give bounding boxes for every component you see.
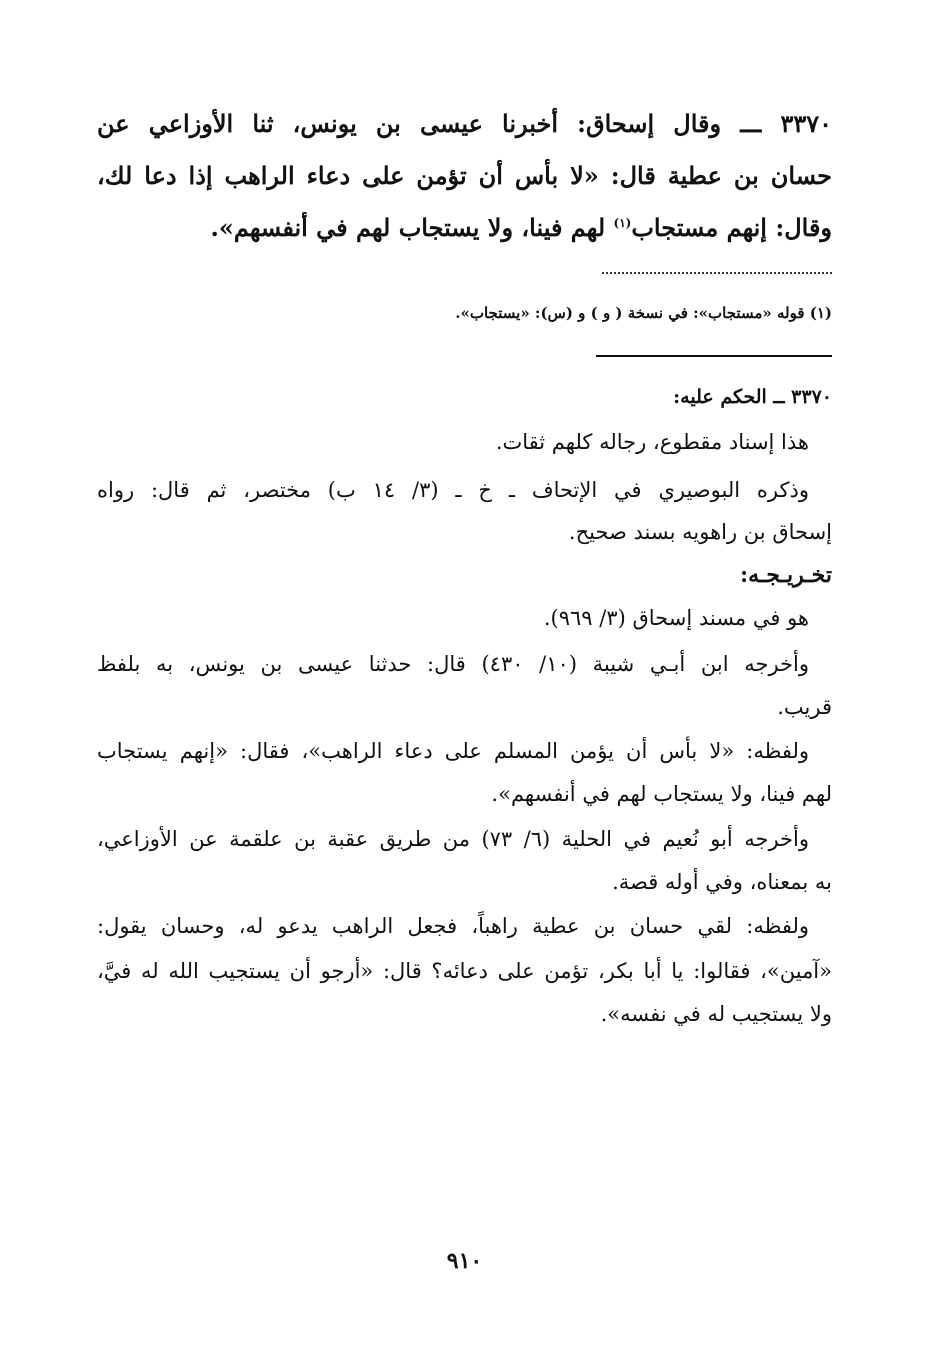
hukm-para-2-line-1: وذكره البوصيري في الإتحاف ـ خ ـ (٣/ ١٤ ب) مختصر، ثم قال: رواه (97, 478, 809, 502)
takhrij-para-5-line-1: ولفظه: لقي حسان بن عطية راهباً، فجعل الراهب يدعو له، وحسان يقول: (97, 914, 809, 938)
footnote-separator (602, 272, 832, 276)
footnote: (١) قوله «مستجاب»: في نسخة ( و ) و (س): «يستجاب». (455, 304, 832, 322)
section-divider (596, 355, 832, 357)
main-text-line-1: ٣٣٧٠ ـــ وقال إسحاق: أخبرنا عيسى بن يونس، ثنا الأوزاعي عن (97, 109, 832, 138)
main-text-line-2: حسان بن عطية قال: «لا بأس أن تؤمن على دعاء الراهب إذا دعا لك، (97, 161, 832, 190)
footnote-marker: (١) (613, 216, 632, 230)
takhrij-para-2-line-2: قريب. (777, 695, 832, 719)
takhrij-para-5-line-3: ولا يستجيب له في نفسه». (600, 1002, 832, 1026)
page-number: ٩١٠ (446, 1248, 483, 1274)
hukm-heading: ٣٣٧٠ ــ الحكم عليه: (673, 386, 832, 408)
takhrij-para-3-line-1: ولفظه: «لا بأس أن يؤمن المسلم على دعاء الراهب»، فقال: «إنهم يستجاب (97, 739, 809, 763)
main-text-line-3-part-1: وقال: إنهم مستجاب (631, 213, 832, 242)
takhrij-para-4-line-1: وأخرجه أبو نُعيم في الحلية (٦/ ٧٣) من طريق عقبة بن علقمة عن الأوزاعي، (97, 827, 809, 851)
hukm-para-2-line-2: إسحاق بن راهويه بسند صحيح. (568, 520, 832, 544)
main-text-line-3-part-2: لهم فينا، ولا يستجاب لهم في أنفسهم». (210, 213, 614, 242)
takhrij-para-1: هو في مسند إسحاق (٣/ ٩٦٩). (543, 606, 809, 630)
takhrij-para-3-line-2: لهم فينا، ولا يستجاب لهم في أنفسهم». (491, 782, 832, 806)
takhrij-para-2-line-1: وأخرجه ابن أبـي شيبة (١٠/ ٤٣٠) قال: حدثنا عيسى بن يونس، به بلفظ (97, 652, 809, 676)
takhrij-para-5-line-2: «آمين»، فقالوا: يا أبا بكر، تؤمن على دعائه؟ قال: «أرجو أن يستجيب الله له فيَّ، (97, 959, 832, 983)
takhrij-heading: تخـريـجـه: (739, 562, 832, 588)
main-text-line-3 (97, 213, 832, 242)
hukm-para-1: هذا إسناد مقطوع، رجاله كلهم ثقات. (495, 430, 809, 454)
takhrij-para-4-line-2: به بمعناه، وفي أوله قصة. (612, 870, 832, 894)
